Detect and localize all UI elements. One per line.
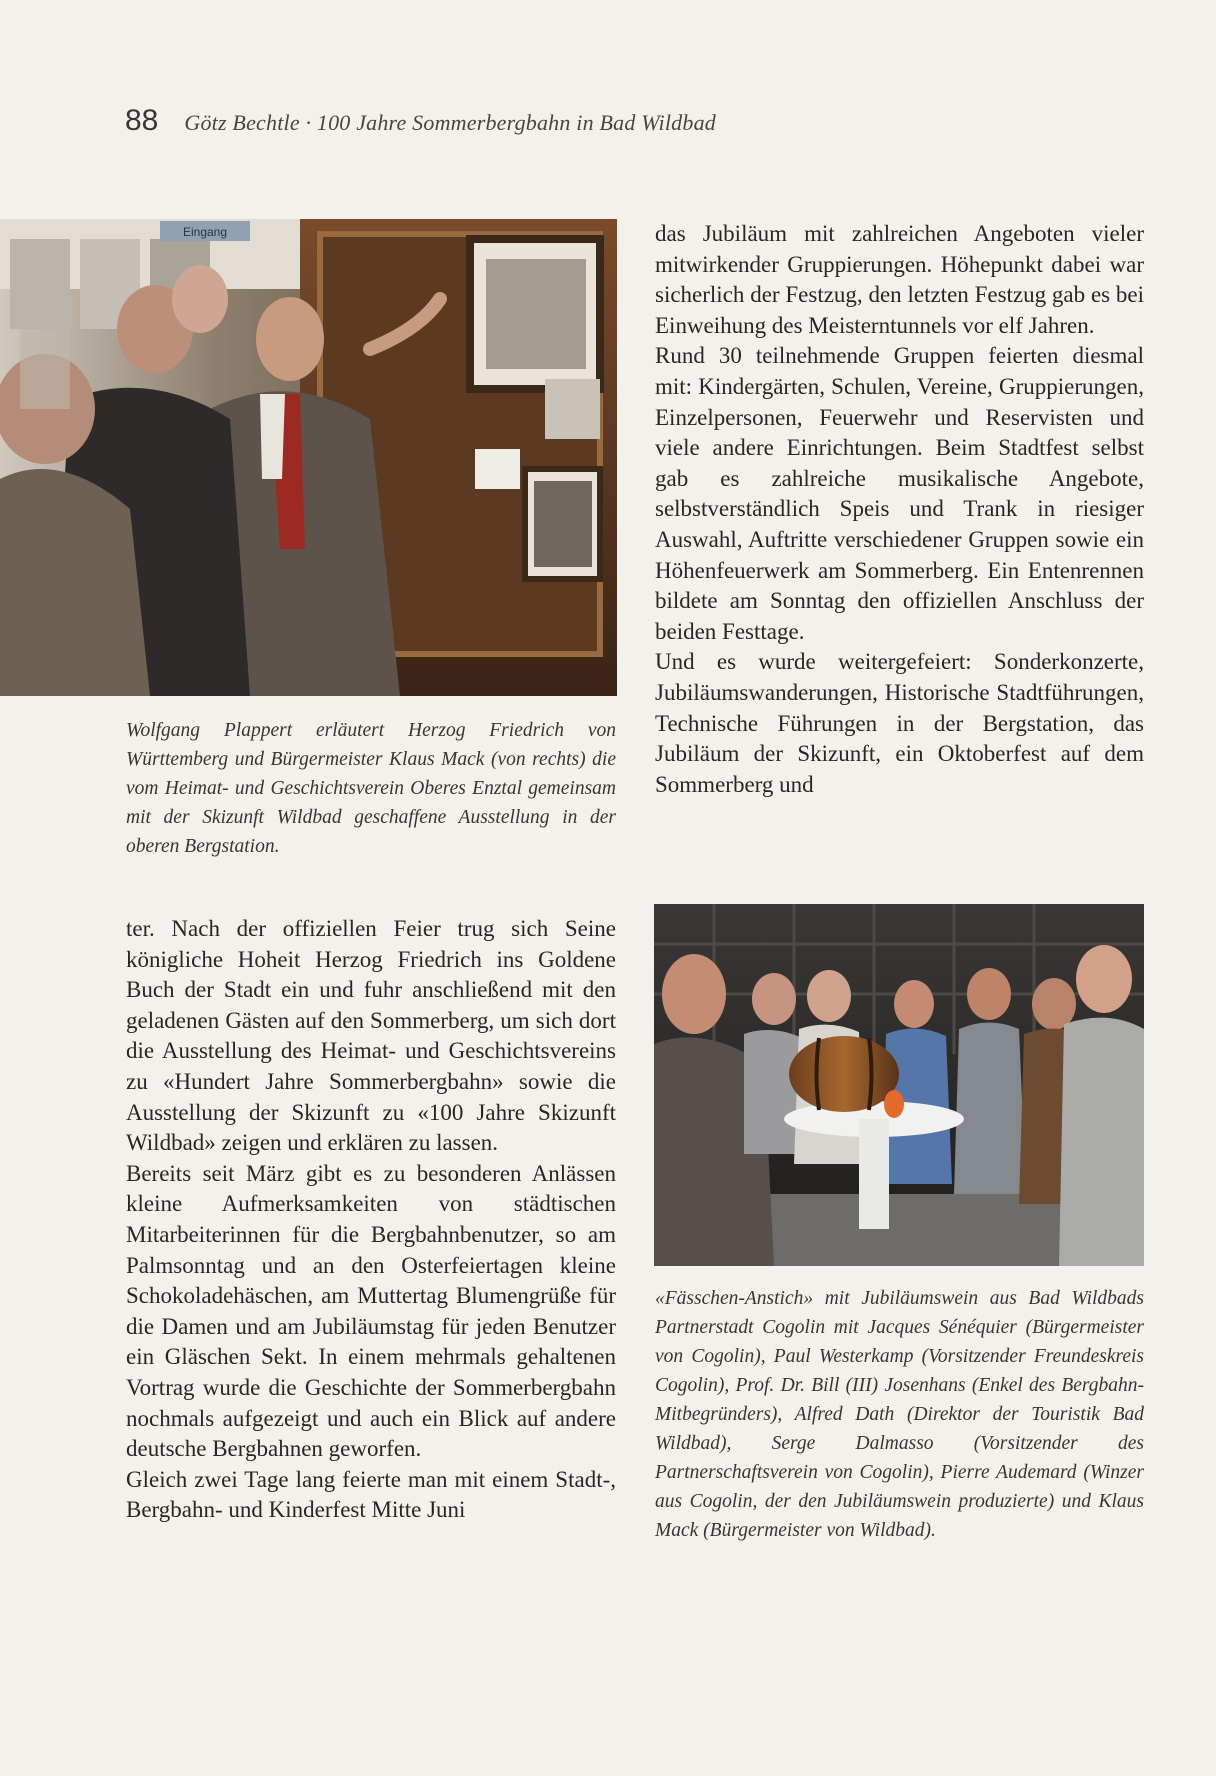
paragraph: Gleich zwei Tage lang feierte man mit einem Stadt-, Bergbahn- und Kinderfest Mitte Juni (126, 1466, 616, 1523)
exhibition-photo-illustration (0, 219, 617, 696)
right-text-column (655, 219, 1144, 800)
running-head: Götz Bechtle · 100 Jahre Sommerbergbahn in Bad Wildbad (184, 110, 716, 135)
entrance-sign-text: Eingang (182, 225, 228, 239)
left-text-column (126, 914, 616, 1526)
barrel-tapping-photo-illustration (654, 904, 1144, 1266)
barrel-tapping-photo (654, 904, 1144, 1266)
barrel-tapping-photo-caption: «Fässchen-Anstich» mit Jubiläumswein aus Bad Wildbads Partnerstadt Cogolin mit Jacques Sénéquier (Bürgermeister von Cogolin), Paul Westerkamp (Vorsitzender Freundeskreis Cogolin), Prof. Dr. Bill (III) Josenhans (Enkel des Bergbahn-Mitbegründers), Alfred Dath (Direktor der Touristik Bad Wildbad), Serge Dalmasso (Vorsitzender des Partnerschaftsverein von Cogolin), Pierre Audemard (Winzer aus Cogolin, der den Jubiläumswein produzierte) und Klaus Mack (Bürgermeister von Wildbad). (655, 1288, 1144, 1541)
paragraph: ter. Nach der offiziellen Feier trug sich Seine königliche Hoheit Herzog Friedrich ins Goldene Buch der Stadt ein und fuhr anschließend mit den geladenen Gästen auf den Sommerberg, um sich dort die Ausstellung des Heimat- und Geschichtsvereins zu «Hundert Jahre Sommerbergbahn» sowie die Ausstellung der Skizunft zu «100 Jahre Skizunft Wildbad» zeigen und erklären zu lassen. (126, 916, 616, 1156)
paragraph: das Jubiläum mit zahlreichen Angeboten vieler mitwirkender Gruppierungen. Höhepunkt dabei war sicherlich der Festzug, den letzten Festzug gab es bei Einweihung des Meisterntunnels vor elf Jahren. (655, 221, 1144, 338)
paragraph: Rund 30 teilnehmende Gruppen feierten diesmal mit: Kindergärten, Schulen, Vereine, Gruppierungen, Einzelpersonen, Feuerwehr und Reservisten und viele andere Einrichtungen. Beim Stadtfest selbst gab es zahlreiche musikalische Angebote, selbstverständlich Speis und Trank in riesiger Auswahl, Auftritte verschiedener Gruppen sowie ein Höhenfeuerwerk am Sommerberg. Ein Entenrennen bildete am Sonntag den offiziellen Anschluss der beiden Festtage. (655, 343, 1144, 644)
page-number: 88 (125, 104, 159, 137)
paragraph: Und es wurde weitergefeiert: Sonderkonzerte, Jubiläumswanderungen, Historische Stadtführungen, Technische Führungen in der Bergstation, das Jubiläum der Skizunft, ein Oktoberfest auf dem Sommerberg und (655, 649, 1144, 797)
exhibition-photo-caption: Wolfgang Plappert erläutert Herzog Friedrich von Württemberg und Bürgermeister Klaus Mack (von rechts) die vom Heimat- und Geschichtsverein Oberes Enztal gemeinsam mit der Skizunft Wildbad geschaffene Ausstellung in der oberen Bergstation. (126, 720, 616, 857)
paragraph: Bereits seit März gibt es zu besonderen Anlässen kleine Aufmerksamkeiten von städtischen Mitarbeiterinnen für die Bergbahnbenutzer, so am Palmsonntag und an den Osterfeiertagen kleine Schokoladehäschen, am Muttertag Blumengrüße für die Damen und am Jubiläumstag für jeden Benutzer ein Gläschen Sekt. In einem mehrmals gehaltenen Vortrag wurde die Geschichte der Sommerbergbahn nochmals aufgezeigt und auch ein Blick auf andere deutsche Bergbahnen geworfen. (126, 1160, 616, 1462)
exhibition-photo (0, 219, 617, 696)
page-header (125, 104, 716, 154)
